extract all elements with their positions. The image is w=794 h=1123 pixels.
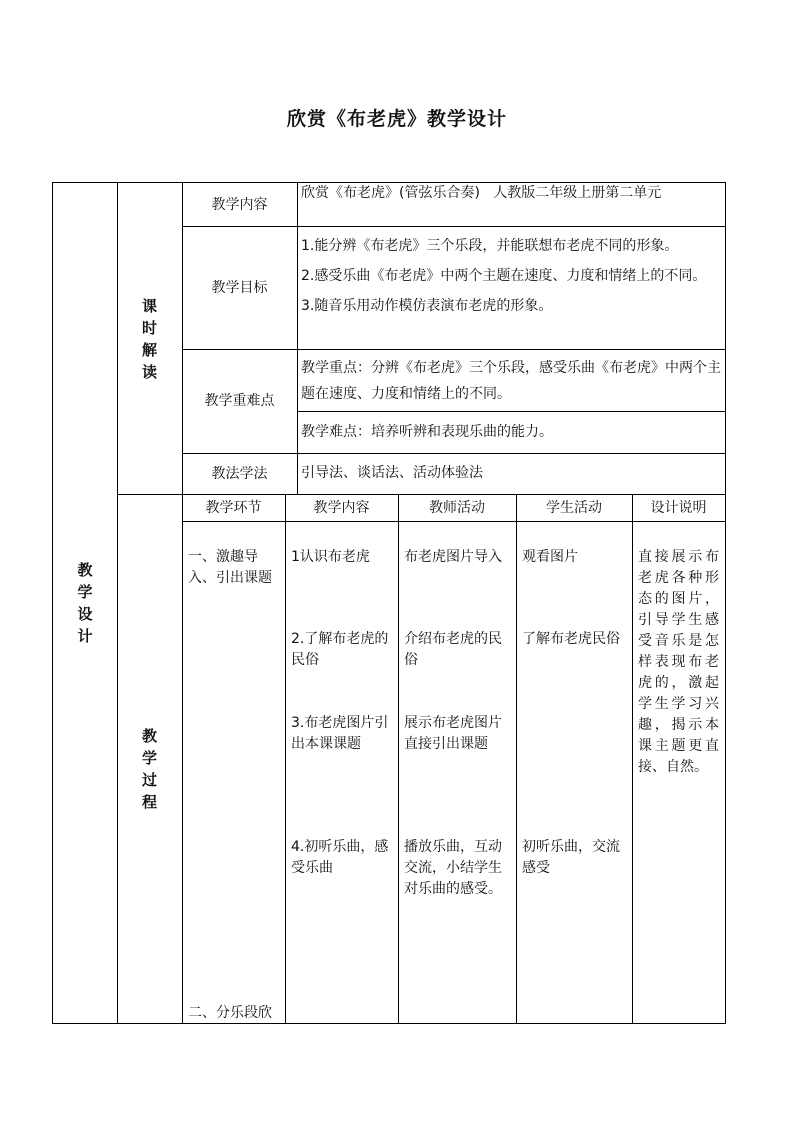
step-1-teacher: 布老虎图片导入 bbox=[404, 549, 502, 565]
header-stage: 教学环节 bbox=[205, 499, 262, 516]
goal-2: 2.感受乐曲《布老虎》中两个主题在速度、力度和情绪上的不同。 bbox=[301, 268, 707, 284]
content-value: 欣赏《布老虎》(管弦乐合奏) 人教版二年级上册第二单元 bbox=[301, 185, 662, 201]
goal-1: 1.能分辨《布老虎》三个乐段，并能联想布老虎不同的形象。 bbox=[301, 238, 679, 254]
step-3-content: 3.布老虎图片引出本课课题 bbox=[291, 715, 389, 752]
step-4-content: 4.初听乐曲，感受乐曲 bbox=[291, 839, 389, 876]
step-3-teacher: 展示布老虎图片直接引出课题 bbox=[404, 715, 502, 752]
difficulty-point: 教学难点：培养听辨和表现乐曲的能力。 bbox=[301, 424, 553, 440]
key-point: 教学重点：分辨《布老虎》三个乐段，感受乐曲《布老虎》中两个主题在速度、力度和情绪上的不同。 bbox=[301, 360, 721, 402]
keypoints-label: 教学重难点 bbox=[204, 393, 275, 409]
step-1-content: 1认识布老虎 bbox=[291, 549, 370, 565]
goals-value bbox=[297, 226, 725, 349]
goals-label: 教学目标 bbox=[211, 279, 268, 296]
lesson-plan-table bbox=[52, 182, 726, 1024]
step-4-student: 初听乐曲，交流感受 bbox=[522, 839, 620, 876]
step-4-teacher: 播放乐曲，互动交流，小结学生对乐曲的感受。 bbox=[404, 839, 502, 897]
step-2-student: 了解布老虎民俗 bbox=[522, 631, 620, 647]
teaching-design-label: 教 学 设 计 bbox=[77, 561, 93, 645]
stage-2: 二、分乐段欣 bbox=[188, 1005, 272, 1021]
page-title: 欣赏《布老虎》教学设计 bbox=[286, 108, 507, 130]
goal-3: 3.随音乐用动作模仿表演布老虎的形象。 bbox=[301, 298, 553, 314]
methods-value: 引导法、谈话法、活动体验法 bbox=[301, 465, 483, 481]
step-2-content: 2.了解布老虎的民俗 bbox=[291, 631, 389, 668]
lesson-interpretation-label: 课 时 解 读 bbox=[141, 296, 157, 381]
header-teacher: 教师活动 bbox=[429, 499, 485, 516]
stage-1: 一、激趣导入、引出课题 bbox=[188, 549, 272, 586]
content-label: 教学内容 bbox=[211, 196, 268, 213]
design-note: 直接展示布老虎各种形态的图片，引导学生感受音乐是怎样表现布老虎的，激起学生学习兴趣，揭示本课主题更直接、自然。 bbox=[638, 549, 719, 775]
step-2-teacher: 介绍布老虎的民俗 bbox=[404, 631, 502, 668]
header-design: 设计说明 bbox=[650, 499, 707, 516]
teaching-process-label: 教 学 过 程 bbox=[141, 726, 157, 811]
header-student: 学生活动 bbox=[546, 499, 602, 516]
methods-label: 教法学法 bbox=[211, 465, 268, 482]
step-1-student: 观看图片 bbox=[522, 549, 578, 565]
header-content: 教学内容 bbox=[313, 499, 370, 516]
